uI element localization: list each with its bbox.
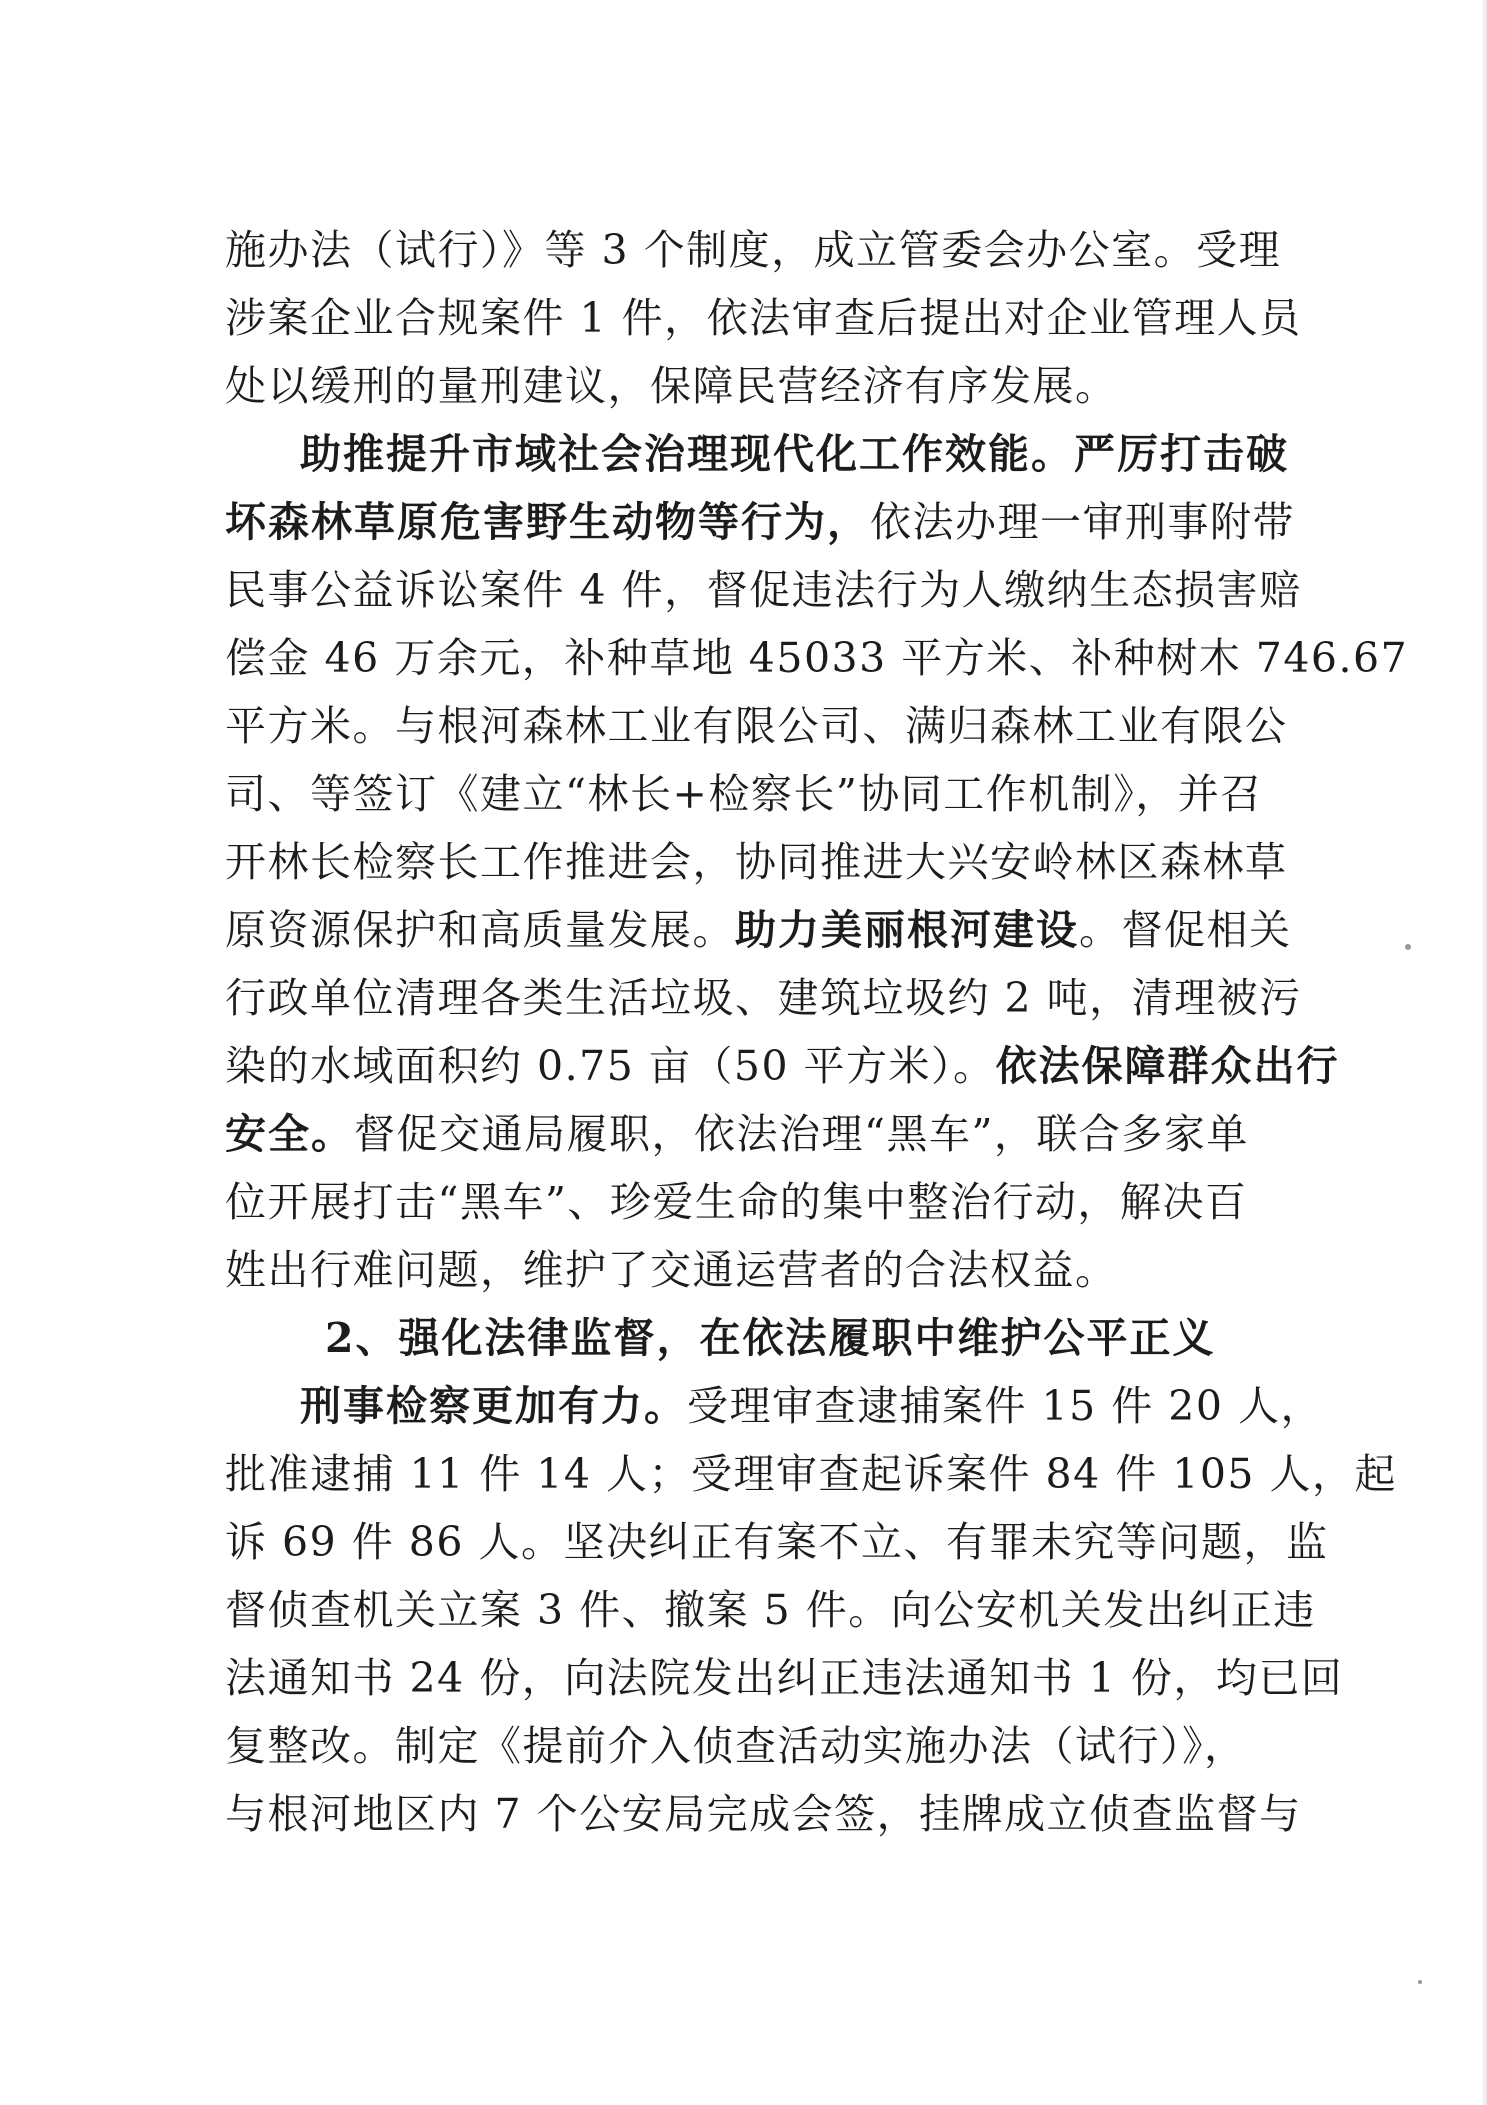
- text-line: 民事公益诉讼案件 4 件，督促违法行为人缴纳生态损害赔: [225, 566, 1302, 614]
- text-line: 法通知书 24 份，向法院发出纠正违法通知书 1 份，均已回: [225, 1654, 1344, 1702]
- bold-heading: 坏森林草原危害野生动物等行为，: [225, 498, 870, 546]
- text-line: [300, 430, 1289, 478]
- text-line: [225, 1042, 1340, 1090]
- text-line: 行政单位清理各类生活垃圾、建筑垃圾约 2 吨，清理被污: [225, 974, 1302, 1022]
- scan-speck: [1418, 1980, 1422, 1984]
- text-line: 姓出行难问题，维护了交通运营者的合法权益。: [225, 1246, 1118, 1294]
- bold-heading: 依法保障群众出行: [995, 1042, 1340, 1090]
- section-heading: 2、强化法律监督，在依法履职中维护公平正义: [325, 1314, 1216, 1362]
- bold-heading: 助力美丽根河建设: [735, 906, 1079, 954]
- text-line: 司、等签订《建立“林长+检察长”协同工作机制》，并召: [225, 770, 1263, 818]
- text-line: 平方米。与根河森林工业有限公司、满归森林工业有限公: [225, 702, 1288, 750]
- text-line: 施办法（试行）》等 3 个制度，成立管委会办公室。受理: [225, 226, 1282, 274]
- text-line: 与根河地区内 7 个公安局完成会签，挂牌成立侦查监督与: [225, 1790, 1302, 1838]
- bold-heading: 安全。: [225, 1110, 354, 1158]
- scan-speck: [1405, 944, 1411, 950]
- body-text: 依法办理一审刑事附带: [870, 498, 1295, 546]
- body-text: 受理审查逮捕案件 15 件 20 人，: [687, 1382, 1323, 1430]
- body-text: 。督促相关: [1079, 906, 1292, 954]
- text-line: 批准逮捕 11 件 14 人；受理审查起诉案件 84 件 105 人，起: [225, 1450, 1398, 1498]
- bold-heading: 严厉打击破: [1074, 430, 1289, 478]
- text-line: [225, 1110, 1249, 1158]
- text-line: 处以缓刑的量刑建议，保障民营经济有序发展。: [225, 362, 1118, 410]
- text-line: [225, 498, 1295, 546]
- text-line: 涉案企业合规案件 1 件，依法审查后提出对企业管理人员: [225, 294, 1302, 342]
- text-line: 偿金 46 万余元，补种草地 45033 平方米、补种树木 746.67: [225, 634, 1409, 682]
- body-text: 染的水域面积约 0.75 亩（50 平方米）。: [225, 1042, 996, 1090]
- body-text: 督促交通局履职，依法治理“黑车”，联合多家单: [354, 1110, 1249, 1158]
- text-line: 复整改。制定《提前介入侦查活动实施办法（试行）》，: [225, 1722, 1247, 1770]
- bold-heading: 助推提升市域社会治理现代化工作效能。: [300, 430, 1074, 478]
- text-line: 开林长检察长工作推进会，协同推进大兴安岭林区森林草: [225, 838, 1288, 886]
- body-text: 原资源保护和高质量发展。: [225, 906, 735, 954]
- text-line: 位开展打击“黑车”、珍爱生命的集中整治行动，解决百: [225, 1178, 1248, 1226]
- bold-heading: 刑事检察更加有力。: [300, 1382, 687, 1430]
- text-line: [300, 1382, 1323, 1430]
- scan-edge-shadow: [1481, 0, 1487, 2105]
- text-line: 督侦查机关立案 3 件、撤案 5 件。向公安机关发出纠正违: [225, 1586, 1316, 1634]
- text-line: [225, 906, 1292, 954]
- text-line: 诉 69 件 86 人。坚决纠正有案不立、有罪未究等问题，监: [225, 1518, 1329, 1566]
